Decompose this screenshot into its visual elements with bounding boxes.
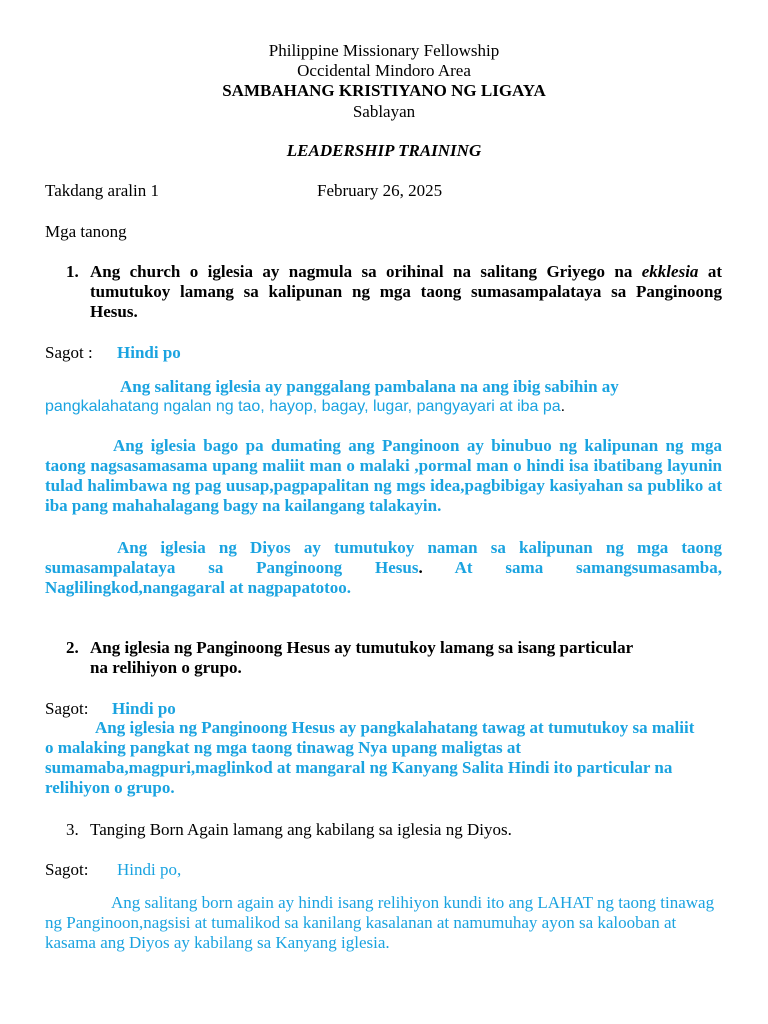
explanation-1d: Ang iglesia ng Diyos ay tumutukoy naman sa kalipunan ng mga taong sumasampalataya sa Panginoong Hesus. At sama samangsumasamba, Naglilingkod,nangagaral at nagpapatotoo. xyxy=(45,538,722,597)
question-number: 2. xyxy=(66,638,79,657)
question-3 xyxy=(66,820,722,840)
assignment-date: February 26, 2025 xyxy=(317,181,443,200)
document-title: LEADERSHIP TRAINING xyxy=(286,141,482,160)
answer-label-1: Sagot : xyxy=(45,343,93,362)
answer-3: Hindi po, xyxy=(117,860,182,879)
emphasis-word: ekklesia xyxy=(641,262,699,281)
explanation-3: Ang salitang born again ay hindi isang relihiyon kundi ito ang LAHAT ng taong tinawag ng Panginoon,nagsisi at tumalikod sa kanilang kasalanan at namumuhay ayon sa kalooban at kasama ang Diyos ay kabilang sa Kanyang iglesia. xyxy=(45,893,715,952)
question-number: 3. xyxy=(66,820,79,839)
answer-label-3: Sagot: xyxy=(45,860,89,879)
answer-1: Hindi po xyxy=(117,343,181,362)
answer-2: Hindi po xyxy=(112,699,176,718)
explanation-1c: Ang iglesia bago pa dumating ang Panginoon ay binubuo ng kalipunan ng mga taong nagsasamasama upang maliit man o malaki ,pormal man o hindi isa ibatibang layunin tulad halimbawa ng pag uusap,pagpapalitan ng mgs idea,pagbibigay kasiyahan sa publiko at iba pang mahahalagang bagy na kailangang talakayin. xyxy=(45,436,722,515)
church-name: SAMBAHANG KRISTIYANO NG LIGAYA xyxy=(222,81,546,100)
explanation-1a: Ang salitang iglesia ay panggalang pambalana na ang ibig sabihin ay xyxy=(120,377,619,396)
question-2 xyxy=(66,638,722,678)
question-text: Ang church o iglesia ay nagmula sa orihinal na salitang Griyego na ekklesia at tumutukoy lamang sa kalipunan ng mga taong sumasampalataya sa Panginoong Hesus. xyxy=(90,262,722,321)
org-name: Philippine Missionary Fellowship xyxy=(268,41,500,60)
question-text: Ang iglesia ng Panginoong Hesus ay tumutukoy lamang sa isang particular na relihiyon o grupo. xyxy=(90,638,633,677)
town-name: Sablayan xyxy=(352,102,416,121)
explanation-2: Ang iglesia ng Panginoong Hesus ay pangkalahatang tawag at tumutukoy sa maliit o malaking pangkat ng mga taong tinawag Nya upang maligtas at sumamaba,magpuri,maglinkod at mangaral ng Kanyang Salita Hindi ito particular na relihiyon o grupo. xyxy=(45,718,695,797)
answer-label-2: Sagot: xyxy=(45,699,89,718)
question-text: Tanging Born Again lamang ang kabilang sa iglesia ng Diyos. xyxy=(90,820,512,839)
question-number: 1. xyxy=(66,262,79,281)
assignment-label: Takdang aralin 1 xyxy=(45,181,159,200)
explanation-1b: pangkalahatang ngalan ng tao, hayop, bagay, lugar, pangyayari at iba pa. xyxy=(45,398,566,415)
area-name: Occidental Mindoro Area xyxy=(297,61,471,80)
question-1 xyxy=(66,262,722,322)
section-label: Mga tanong xyxy=(45,222,127,241)
